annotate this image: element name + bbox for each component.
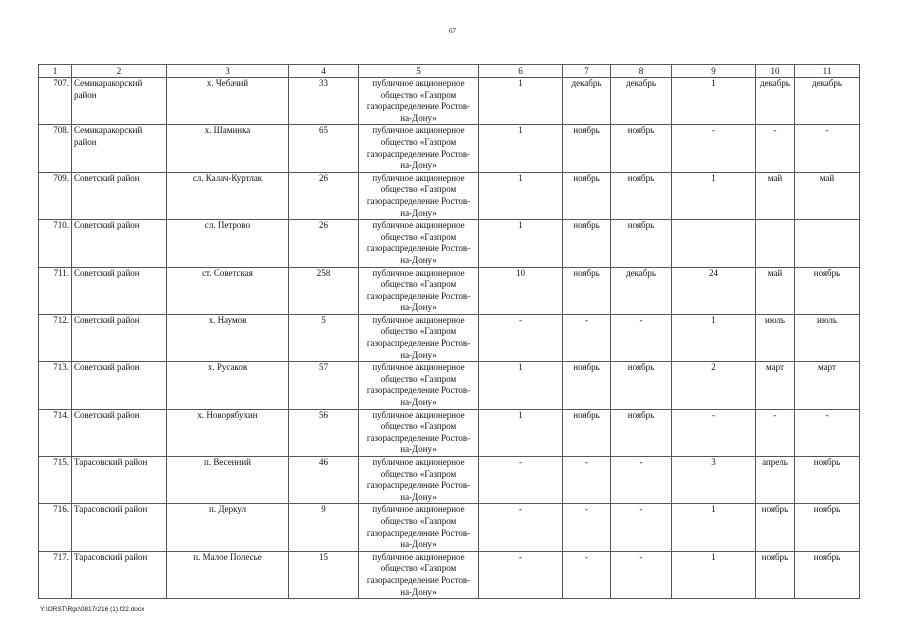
- row-number: 711.: [39, 267, 72, 314]
- col10-cell: -: [756, 125, 795, 172]
- col7-cell: ноябрь: [563, 125, 611, 172]
- col11-cell: июль: [795, 314, 860, 361]
- settlement-cell: сл. Петрово: [167, 220, 289, 267]
- col11-cell: март: [795, 362, 860, 409]
- col6-cell: -: [479, 551, 563, 598]
- col7-cell: -: [563, 457, 611, 504]
- district-cell: Тарасовский район: [72, 504, 167, 551]
- col10-cell: апрель: [756, 457, 795, 504]
- col8-cell: ноябрь: [611, 172, 672, 219]
- col7-cell: -: [563, 551, 611, 598]
- row-number: 717.: [39, 551, 72, 598]
- col7-cell: ноябрь: [563, 267, 611, 314]
- column-header: 10: [756, 65, 795, 78]
- settlement-cell: х. Чебачий: [167, 78, 289, 125]
- col11-cell: -: [795, 409, 860, 456]
- col7-cell: ноябрь: [563, 172, 611, 219]
- col9-cell: -: [672, 409, 756, 456]
- col9-cell: 1: [672, 504, 756, 551]
- col6-cell: -: [479, 504, 563, 551]
- col9-cell: 2: [672, 362, 756, 409]
- table-row: [39, 314, 860, 361]
- col10-cell: [756, 220, 795, 267]
- settlement-cell: п. Малое Полесье: [167, 551, 289, 598]
- col11-cell: ноябрь: [795, 504, 860, 551]
- organization-cell: публичное акционерное общество «Газпром газораспределение Ростов-на-Дону»: [359, 457, 479, 504]
- col11-cell: май: [795, 172, 860, 219]
- col9-cell: 3: [672, 457, 756, 504]
- column-header: 8: [611, 65, 672, 78]
- district-cell: Советский район: [72, 267, 167, 314]
- col6-cell: 1: [479, 125, 563, 172]
- col6-cell: 1: [479, 172, 563, 219]
- col4-cell: 5: [289, 314, 359, 361]
- column-header: 7: [563, 65, 611, 78]
- table-row: [39, 78, 860, 125]
- district-cell: Тарасовский район: [72, 551, 167, 598]
- col9-cell: 1: [672, 172, 756, 219]
- col8-cell: -: [611, 551, 672, 598]
- organization-cell: публичное акционерное общество «Газпром газораспределение Ростов-на-Дону»: [359, 267, 479, 314]
- col7-cell: ноябрь: [563, 409, 611, 456]
- col6-cell: 1: [479, 220, 563, 267]
- col8-cell: -: [611, 457, 672, 504]
- page-number: 67: [449, 27, 456, 35]
- header-row: [39, 65, 860, 78]
- col8-cell: ноябрь: [611, 362, 672, 409]
- settlement-cell: сл. Калач-Куртлак: [167, 172, 289, 219]
- col6-cell: 10: [479, 267, 563, 314]
- col11-cell: [795, 220, 860, 267]
- organization-cell: публичное акционерное общество «Газпром газораспределение Ростов-на-Дону»: [359, 78, 479, 125]
- col7-cell: декабрь: [563, 78, 611, 125]
- col8-cell: ноябрь: [611, 409, 672, 456]
- col9-cell: 1: [672, 78, 756, 125]
- column-header: 4: [289, 65, 359, 78]
- col9-cell: 1: [672, 314, 756, 361]
- col10-cell: ноябрь: [756, 551, 795, 598]
- col7-cell: ноябрь: [563, 220, 611, 267]
- col7-cell: ноябрь: [563, 362, 611, 409]
- col8-cell: ноябрь: [611, 125, 672, 172]
- col9-cell: 1: [672, 551, 756, 598]
- col4-cell: 57: [289, 362, 359, 409]
- column-header: 9: [672, 65, 756, 78]
- col6-cell: -: [479, 314, 563, 361]
- data-table: [38, 64, 860, 599]
- col9-cell: [672, 220, 756, 267]
- col4-cell: 26: [289, 220, 359, 267]
- col4-cell: 258: [289, 267, 359, 314]
- col8-cell: -: [611, 504, 672, 551]
- settlement-cell: п. Весенний: [167, 457, 289, 504]
- col10-cell: июль: [756, 314, 795, 361]
- row-number: 708.: [39, 125, 72, 172]
- row-number: 716.: [39, 504, 72, 551]
- col10-cell: март: [756, 362, 795, 409]
- column-header: 5: [359, 65, 479, 78]
- organization-cell: публичное акционерное общество «Газпром газораспределение Ростов-на-Дону»: [359, 409, 479, 456]
- col10-cell: май: [756, 267, 795, 314]
- col10-cell: декабрь: [756, 78, 795, 125]
- col10-cell: -: [756, 409, 795, 456]
- settlement-cell: ст. Советская: [167, 267, 289, 314]
- settlement-cell: х. Русаков: [167, 362, 289, 409]
- col11-cell: ноябрь: [795, 457, 860, 504]
- table-row: [39, 172, 860, 219]
- col4-cell: 33: [289, 78, 359, 125]
- table-row: [39, 457, 860, 504]
- row-number: 712.: [39, 314, 72, 361]
- col10-cell: май: [756, 172, 795, 219]
- row-number: 710.: [39, 220, 72, 267]
- column-header: 3: [167, 65, 289, 78]
- col4-cell: 65: [289, 125, 359, 172]
- row-number: 709.: [39, 172, 72, 219]
- table-row: [39, 551, 860, 598]
- district-cell: Советский район: [72, 314, 167, 361]
- organization-cell: публичное акционерное общество «Газпром газораспределение Ростов-на-Дону»: [359, 220, 479, 267]
- column-header: 2: [72, 65, 167, 78]
- col8-cell: -: [611, 314, 672, 361]
- district-cell: Советский район: [72, 362, 167, 409]
- col8-cell: декабрь: [611, 267, 672, 314]
- district-cell: Советский район: [72, 172, 167, 219]
- row-number: 715.: [39, 457, 72, 504]
- col4-cell: 56: [289, 409, 359, 456]
- settlement-cell: п. Деркул: [167, 504, 289, 551]
- col7-cell: -: [563, 314, 611, 361]
- column-header: 1: [39, 65, 72, 78]
- district-cell: Семикаракорский район: [72, 78, 167, 125]
- column-header: 6: [479, 65, 563, 78]
- row-number: 713.: [39, 362, 72, 409]
- col4-cell: 26: [289, 172, 359, 219]
- col10-cell: ноябрь: [756, 504, 795, 551]
- organization-cell: публичное акционерное общество «Газпром газораспределение Ростов-на-Дону»: [359, 125, 479, 172]
- column-header: 11: [795, 65, 860, 78]
- col8-cell: ноябрь: [611, 220, 672, 267]
- settlement-cell: х. Шаминка: [167, 125, 289, 172]
- table-row: [39, 362, 860, 409]
- col11-cell: декабрь: [795, 78, 860, 125]
- col8-cell: декабрь: [611, 78, 672, 125]
- col6-cell: 1: [479, 362, 563, 409]
- settlement-cell: х. Наумов: [167, 314, 289, 361]
- district-cell: Советский район: [72, 220, 167, 267]
- col11-cell: ноябрь: [795, 551, 860, 598]
- col11-cell: ноябрь: [795, 267, 860, 314]
- table-row: [39, 125, 860, 172]
- organization-cell: публичное акционерное общество «Газпром газораспределение Ростов-на-Дону»: [359, 362, 479, 409]
- table-row: [39, 409, 860, 456]
- table-row: [39, 504, 860, 551]
- col7-cell: -: [563, 504, 611, 551]
- table-row: [39, 267, 860, 314]
- organization-cell: публичное акционерное общество «Газпром газораспределение Ростов-на-Дону»: [359, 504, 479, 551]
- district-cell: Тарасовский район: [72, 457, 167, 504]
- col9-cell: -: [672, 125, 756, 172]
- table-row: [39, 220, 860, 267]
- col6-cell: 1: [479, 78, 563, 125]
- file-path-footer: Y:\ORST\Rgc\0817r216 (1).f22.docx: [40, 606, 145, 613]
- col4-cell: 9: [289, 504, 359, 551]
- district-cell: Семикаракорский район: [72, 125, 167, 172]
- organization-cell: публичное акционерное общество «Газпром газораспределение Ростов-на-Дону»: [359, 314, 479, 361]
- organization-cell: публичное акционерное общество «Газпром газораспределение Ростов-на-Дону»: [359, 172, 479, 219]
- col9-cell: 24: [672, 267, 756, 314]
- col4-cell: 46: [289, 457, 359, 504]
- row-number: 714.: [39, 409, 72, 456]
- row-number: 707.: [39, 78, 72, 125]
- col4-cell: 15: [289, 551, 359, 598]
- settlement-cell: х. Новорябухин: [167, 409, 289, 456]
- col6-cell: 1: [479, 409, 563, 456]
- col11-cell: -: [795, 125, 860, 172]
- organization-cell: публичное акционерное общество «Газпром газораспределение Ростов-на-Дону»: [359, 551, 479, 598]
- district-cell: Советский район: [72, 409, 167, 456]
- col6-cell: -: [479, 457, 563, 504]
